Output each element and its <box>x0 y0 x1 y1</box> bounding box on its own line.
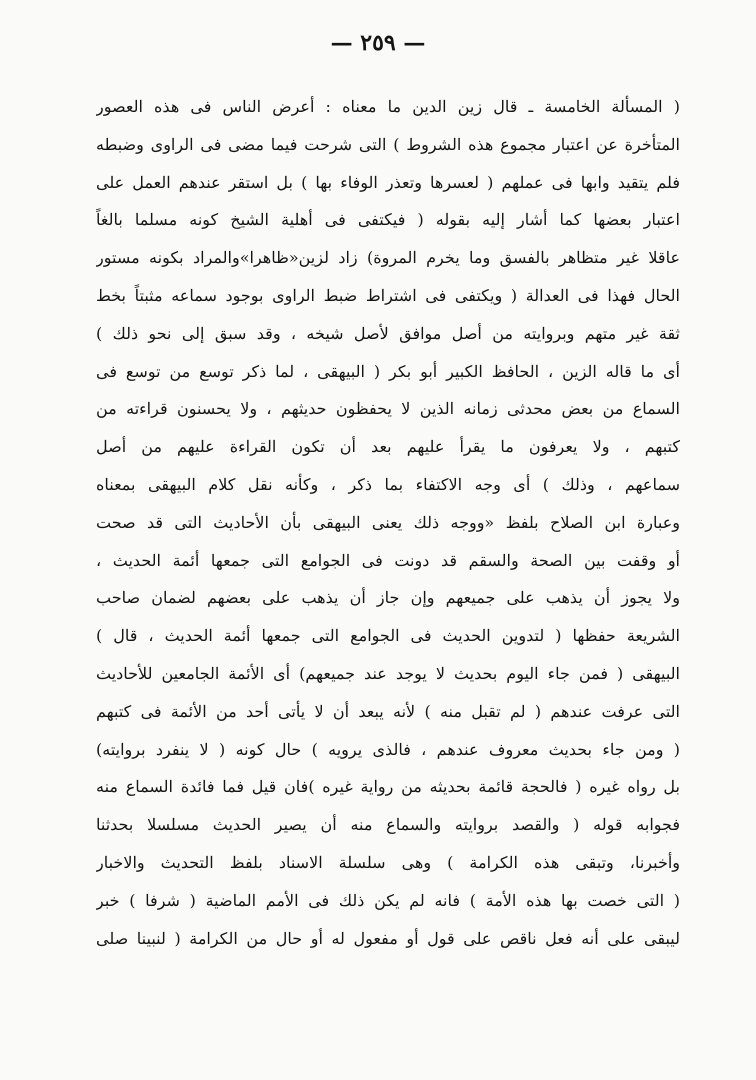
text-line-9: السماع من بعض محدثى زمانه الذين لا يحفظون حديثهم ، ولا يحسنون قراءته من <box>96 399 680 419</box>
text-line-4: اعتبار بعضها كما أشار إليه بقوله ( فيكتفى فى أهلية الشيخ كونه مسلما بالغاً <box>96 210 680 230</box>
text-line-11: سماعهم ، وذلك ) أى وجه الاكتفاء بما ذكر ، وكأنه نقل كلام البيهقى بمعناه <box>96 474 680 494</box>
text-line-19: بل رواه غيره ( فالحجة قائمة بحديثه من رواية غيره )فان قيل فما فائدة السماع منه <box>96 777 680 797</box>
text-line-8: أى ما قاله الزين ، الحافظ الكبير أبو بكر ( البيهقى ، لما ذكر توسع من توسع فى <box>96 361 680 381</box>
text-line-6: الحال فهذا فى العدالة ( ويكتفى فى اشتراط ضبط الراوى بوجود سماعه مثبتاً بخط <box>96 285 680 305</box>
text-line-22: ( التى خصت بها هذه الأمة ) فانه لم يكن ذلك فى الأمم الماضية ( شرفا ) خبر <box>96 890 680 910</box>
text-line-13: أو وقفت بين الصحة والسقم قد دونت فى الجوامع التى جمعها أئمة الحديث ، <box>96 550 680 570</box>
text-line-3: فلم يتقيد وابها فى عملهم ( لعسرها وتعذر الوفاء بها ) بل استقر عندهم العمل على <box>96 172 680 192</box>
text-line-16: البيهقى ( فمن جاء اليوم بحديث لا يوجد عند جميعهم) أى الأئمة الجامعين للأحاديث <box>96 663 680 683</box>
body-text <box>96 88 680 957</box>
text-line-23: ليبقى على أنه فعل ناقص على قول أو مفعول له أو حال من الكرامة ( لنبينا صلى <box>96 928 680 948</box>
text-line-1: ( المسألة الخامسة ـ قال زين الدين ما معناه : أعرض الناس فى هذه العصور <box>96 97 680 116</box>
text-line-12: وعبارة ابن الصلاح بلفظ «ووجه ذلك يعنى البيهقى بأن الأحاديث التى قد صحت <box>96 512 680 532</box>
text-line-5: عاقلا غير متظاهر بالفسق وما يخرم المروة) زاد لزين«ظاهرا»والمراد بكونه مستور <box>96 248 680 268</box>
text-line-21: وأخبرنا، وتبقى هذه الكرامة ) وهى سلسلة الاسناد بلفظ التحديث والاخبار <box>96 852 680 872</box>
text-line-18: ( ومن جاء بحديث معروف عندهم ، فالذى يرويه ) حال كونه ( لا ينفرد بروايته) <box>96 739 680 759</box>
text-line-20: فجوابه قوله ( والقصد بروايته والسماع منه أن يصير الحديث مسلسلا بحدثنا <box>96 815 680 835</box>
page-number: — ٢٥٩ — <box>330 30 426 56</box>
text-line-14: ولا يجوز أن يذهب على جميعهم وإن جاز أن يذهب على بعضهم لضمان صاحب <box>96 588 680 608</box>
text-line-10: كتبهم ، ولا يعرفون ما يقرأ عليهم بعد أن تكون القراءة عليهم من أصل <box>96 437 680 457</box>
text-line-15: الشريعة حفظها ( لتدوين الحديث فى الجوامع التى جمعها أئمة الحديث ، قال ) <box>96 626 680 646</box>
text-line-2: المتأخرة عن اعتبار مجموع هذه الشروط ) التى شرحت فيما مضى فى الراوى وضبطه <box>96 134 680 154</box>
text-line-7: ثقة غير متهم وبروايته من أصل موافق لأصل شيخه ، وقد سبق إلى نحو ذلك ) <box>96 323 680 343</box>
text-line-17: التى عرفت عندهم ( لم تقبل منه ) لأنه يبعد أن لا يأتى أحد من الأئمة فى كتبهم <box>96 701 680 721</box>
